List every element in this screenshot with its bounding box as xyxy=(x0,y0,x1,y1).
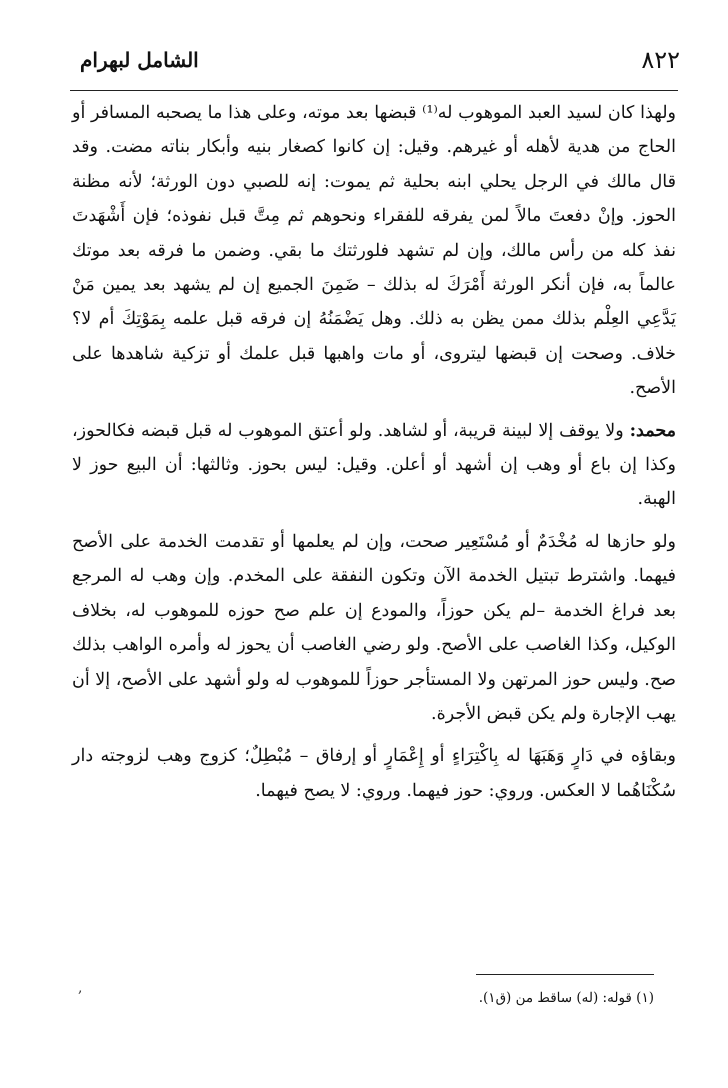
page-number: ٨٢٢ xyxy=(641,46,680,74)
paragraph-2-lead: محمد: xyxy=(629,420,676,441)
paragraph-2 xyxy=(72,414,676,517)
footnote: (١) قوله: (له) ساقط من (ق١). xyxy=(478,990,654,1006)
paragraph-1-text: ولهذا كان لسيد العبد الموهوب له⁽¹⁾ قبضها بعد موته، وعلى هذا ما يصحبه المسافر أو الحاج من هدية لأهله أو غيرهم. وقيل: إن كانوا كصغار بنيه وأبكار بناته مضت. وقد قال مالك في الرجل يحلي ابنه بحلية ثم يموت: إنه للصبي دون الورثة؛ لأنه مظنة الحوز. وإنْ دفعتَ مالاً لمن يفرقه للفقراء ونحوهم ثم مِتَّ قبل نفوذه؛ فإن أَشْهَدتَ نفذ كله من رأس مالك، وإن لم تشهد فلورثتك ما بقي. وضمن ما فرقه بعد موتك عالماً به، فإن أنكر الورثة أَمْرَكَ له بذلك – ضَمِنَ الجميع إن لم يشهد بعد يمين مَنْ يَدَّعِي العِلْم بذلك ممن يظن به ذلك. وهل يَضْمَنُهُ إن فرقه قبل علمه بِمَوْتِكَ أم لا؟ خلاف. وصحت إن قبضها ليتروى، أو مات واهبها قبل علمك أو تزكية شاهدها على الأصح. xyxy=(72,103,676,399)
page-header xyxy=(70,44,680,84)
paragraph-4 xyxy=(72,739,676,808)
margin-mark: , xyxy=(78,980,83,996)
paragraph-3 xyxy=(72,525,676,731)
paragraph-3-text: ولو حازها له مُخْدَمٌ أو مُسْتَعِير صحت، وإن لم يعلمها أو تقدمت الخدمة على الأصح فيهما. واشترط تبتيل الخدمة الآن وتكون النفقة على المخدم. وإن وهب له المرجع بعد فراغ الخدمة –لم يكن حوزاً، والمودع إن علم صح حوزه للموهوب له، بخلاف الوكيل، وكذا الغاصب على الأصح. ولو رضي الغاصب أن يحوز له وأمره الواهب بذلك صح. وليس حوز المرتهن ولا المستأجر حوزاً للموهوب له ولو أشهد على الأصح، إلا أن يهب الإجارة ولم يكن قبض الأجرة. xyxy=(72,531,676,724)
paragraph-2-text: ولا يوقف إلا لبينة قريبة، أو لشاهد. ولو أعتق الموهوب له قبل قبضه فكالحوز، وكذا إن باع أو وهب إن أشهد أو أعلن. وقيل: ليس بحوز. وثالثها: أن البيع حوز لا الهبة. xyxy=(72,420,676,510)
main-text xyxy=(72,96,676,816)
footnote-divider xyxy=(476,974,654,975)
header-divider xyxy=(70,90,678,91)
paragraph-4-text: وبقاؤه في دَارٍ وَهَبَهَا له بِاكْتِرَاءٍ أو إِعْمَارٍ أو إرفاق – مُبْطِلٌ؛ كزوج وهب لزوجته دار سُكْنَاهُما لا العكس. وروي: حوز فيهما. وروي: لا يصح فيهما. xyxy=(72,746,676,801)
paragraph-1 xyxy=(72,96,676,406)
running-title: الشامل لبهرام xyxy=(80,48,199,72)
